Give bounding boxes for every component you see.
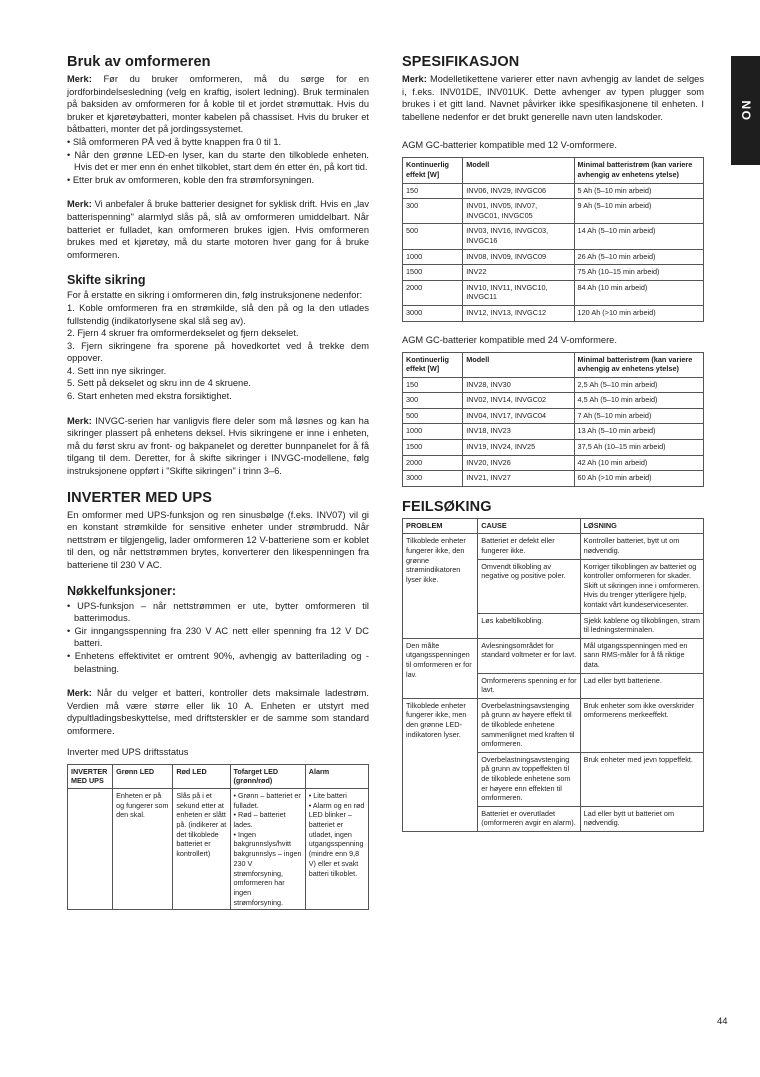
table-cell: 2000 — [403, 280, 463, 305]
table-cell: INV12, INV13, INVGC12 — [463, 305, 574, 321]
table-cell: 2000 — [403, 455, 463, 471]
key-feature: • UPS-funksjon – når nettstrømmen er ute, bytter omformeren til batterimodus. — [67, 600, 369, 625]
table-header-cell: Minimal batteristrøm (kan variere avhengig av enhetens ytelse) — [574, 352, 703, 377]
fuse-step: 5. Sett på dekselet og skru inn de 4 skruene. — [67, 378, 251, 389]
table-cell: Enheten er på og fungerer som den skal. — [113, 788, 173, 909]
section-heading-spec: SPESIFIKASJON — [402, 54, 520, 70]
table-cell: INV10, INV11, INVGC10, INVGC11 — [463, 280, 574, 305]
solution-cell: Sjekk kablene og tilkoblingen, stram til ledningsterminalen. — [580, 613, 703, 638]
table-row — [403, 183, 704, 199]
table-header-cell: INVERTER MED UPS — [68, 764, 113, 788]
fuse-step: 6. Start enheten med ekstra forsiktighet. — [67, 391, 232, 402]
ups-note: Merk: Når du velger et batteri, kontroller dets maksimale ladestrøm. Verdien må være større eller lik 10 A. Enheten er utstyrt med dypultladingsbeskyttelse, med driftsterskler er de samme som standard omformere. — [67, 688, 369, 736]
table-row — [403, 393, 704, 409]
table-cell: 150 — [403, 183, 463, 199]
table-header-cell: Alarm — [305, 764, 368, 788]
table-cell: 300 — [403, 199, 463, 224]
fuse-note: Merk: INVGC-serien har vanligvis flere deler som må løsnes og kan ha sikringer plassert på enhetens deksel. Hvis sikringene er inne i enheten, må du først skru av front- og bakpanelet og deretter bunnpanelet for å få tilgang til dem. Deretter, for å skifte sikringer i INVGC-modellene, følg instruksjonene oppført i "Skifte sikringen" i trinn 3–6. — [67, 415, 369, 477]
table-header-cell: Kontinuerlig effekt [W] — [403, 158, 463, 183]
table-header-cell: PROBLEM — [403, 518, 478, 534]
table-cell: INV04, INV17, INVGC04 — [463, 408, 574, 424]
page-number: 44 — [717, 1016, 728, 1027]
table-cell: INV06, INV29, INVGC06 — [463, 183, 574, 199]
table-cell: INV21, INV27 — [463, 471, 574, 487]
ups-intro: En omformer med UPS-funksjon og ren sinusbølge (f.eks. INV07) vil gi en konstant strømkilde for sensitive enheter under strømbrudd. Når nettstrøm er tilgjengelig, lader omformeren 12 V-batteriene som er koblet til den, og når nettstrømmen brytes, konverterer den likespenningen fra batteriene til 230 V AC. — [67, 509, 369, 570]
solution-cell: Korriger tilkoblingen av batteriet og kontroller omformeren for skader. Skift ut sikringen inne i omformeren. Hvis du trenger ytterligere hjelp, kontakt vårt kundeservicesenter. — [580, 559, 703, 613]
table-cell: • Grønn – batteriet er fulladet. • Rød – batteriet lades. • Ingen bakgrunnslys/hvitt bakgrunnslys – ingen 230 V strømforsyning, omformeren har ingen strømforsyning. — [230, 788, 305, 909]
solution-cell: Mål utgangsspenningen med en sann RMS-måler for å få riktige data. — [580, 638, 703, 673]
table-cell: INV08, INV09, INVGC09 — [463, 249, 574, 265]
ups-table-caption: Inverter med UPS driftsstatus — [67, 746, 189, 757]
language-tab-label: NO — [738, 100, 753, 121]
cause-cell: Omformerens spenning er for lavt. — [478, 673, 580, 698]
table-cell: 4,5 Ah (5–10 min arbeid) — [574, 393, 703, 409]
use-bullet: • Når den grønne LED-en lyser, kan du starte den tilkoblede enheten. Hvis det er mer enn én enhet tilkoblet, start dem én etter én, på kort tid. — [67, 149, 369, 174]
fuse-intro: For å erstatte en sikring i omformeren din, følg instruksjonene nedenfor: — [67, 290, 363, 301]
table-header-cell: Modell — [463, 158, 574, 183]
table-row — [403, 440, 704, 456]
cause-cell: Overbelastningsavstenging på grunn av toppeffekten til de tilkoblede enhetene som er høyere enn effekten til omformeren. — [478, 752, 580, 806]
table-header-cell: Grønn LED — [113, 764, 173, 788]
table-header-row — [403, 518, 704, 534]
table-cell: 1000 — [403, 249, 463, 265]
table-header-row — [403, 352, 704, 377]
table-row — [403, 455, 704, 471]
solution-cell: Bruk enheter som ikke overskrider omformerens merkeeffekt. — [580, 698, 703, 752]
table-cell: INV28, INV30 — [463, 377, 574, 393]
use-bullet: • Etter bruk av omformeren, koble den fra strømforsyningen. — [67, 174, 369, 187]
table-row — [403, 224, 704, 249]
table-header-cell: LØSNING — [580, 518, 703, 534]
problem-cell: Tilkoblede enheter fungerer ikke, men den grønne LED-indikatoren lyser. — [403, 698, 478, 831]
table-cell: 500 — [403, 224, 463, 249]
table-header-cell: CAUSE — [478, 518, 580, 534]
table-cell: 7 Ah (5–10 min arbeid) — [574, 408, 703, 424]
table-row — [403, 305, 704, 321]
fuse-step: 1. Koble omformeren fra en strømkilde, slå den på og la den utlades fullstendig (indikatorlysene skal slå seg av). — [67, 302, 369, 326]
table-cell: 5 Ah (5–10 min arbeid) — [574, 183, 703, 199]
table-cell: 26 Ah (5–10 min arbeid) — [574, 249, 703, 265]
table-cell: 1500 — [403, 265, 463, 281]
ups-status-table — [67, 764, 369, 911]
section-heading-fuse: Skifte sikring — [67, 273, 146, 288]
table-cell: 13 Ah (5–10 min arbeid) — [574, 424, 703, 440]
solution-cell: Lad eller bytt batteriene. — [580, 673, 703, 698]
agm24-table — [402, 352, 704, 487]
table-cell: INV22 — [463, 265, 574, 281]
fuse-step: 3. Fjern sikringene fra sporene på hovedkortet ved å trekke dem oppover. — [67, 340, 369, 364]
right-column — [402, 54, 704, 832]
table-cell: Slås på i et sekund etter at enheten er slått på. (indikerer at det tilkoblede batteriet er kontrollert) — [173, 788, 230, 909]
table-cell: 14 Ah (5–10 min arbeid) — [574, 224, 703, 249]
table-cell: 42 Ah (10 min arbeid) — [574, 455, 703, 471]
table-cell: • Lite batteri • Alarm og en rød LED blinker – batteriet er utladet, ingen utgangsspenning (mindre enn 9,8 V) eller et svakt batteri tilkoblet. — [305, 788, 368, 909]
fuse-step: 4. Sett inn nye sikringer. — [67, 365, 167, 376]
language-tab — [731, 56, 760, 165]
use-bullet: • Slå omformeren PÅ ved å bytte knappen fra 0 til 1. — [67, 136, 369, 149]
solution-cell: Bruk enheter med jevn toppeffekt. — [580, 752, 703, 806]
table-row — [403, 698, 704, 752]
table-header-row — [403, 158, 704, 183]
section-heading-use: Bruk av omformeren — [67, 54, 211, 70]
table-row — [403, 249, 704, 265]
table-cell: 1500 — [403, 440, 463, 456]
key-features-heading: Nøkkelfunksjoner: — [67, 583, 177, 598]
table-cell: INV20, INV26 — [463, 455, 574, 471]
cause-cell: Batteriet er overutladet (omformeren avgir en alarm). — [478, 806, 580, 831]
table-cell: 150 — [403, 377, 463, 393]
table-row — [403, 638, 704, 673]
table-header-cell: Kontinuerlig effekt [W] — [403, 352, 463, 377]
table-cell: 84 Ah (10 min arbeid) — [574, 280, 703, 305]
cause-cell: Overbelastningsavstenging på grunn av høyere effekt til de tilkoblede enhetene sammenlignet med kraften til omformeren. — [478, 698, 580, 752]
table-cell: INV19, INV24, INV25 — [463, 440, 574, 456]
section-heading-troubleshooting: FEILSØKING — [402, 498, 492, 515]
solution-cell: Kontroller batteriet, bytt ut om nødvendig. — [580, 534, 703, 559]
table-row — [403, 471, 704, 487]
table-cell: 3000 — [403, 471, 463, 487]
table-header-cell: Tofarget LED (grønn/rød) — [230, 764, 305, 788]
table-row — [403, 265, 704, 281]
spec-note: Merk: Modelletikettene varierer etter navn avhengig av landet de selges i, f.eks. INV01DE, INV01UK. Dette avhenger av typen plugger som brukes i et gitt land. Navnet påvirker ikke spesifikasjonene til enheten. I tabellene nedenfor er det brukt generelle navn uten landskoder. — [402, 74, 704, 122]
table-row — [403, 424, 704, 440]
table-row — [403, 280, 704, 305]
table-row — [403, 199, 704, 224]
left-column — [67, 54, 369, 910]
use-note-2: Merk: Vi anbefaler å bruke batterier designet for syklisk drift. Hvis en „lav batterispenning" alarmlyd slås på, slå av omformeren umiddelbart. Når batteriet er fulladet, kan omformeren brukes igjen. Hvis omformeren brukes med et kjøretøy, må du starte motoren hver gang for å bruke omformeren. — [67, 199, 369, 260]
table-row — [68, 788, 369, 909]
solution-cell: Lad eller bytt ut batteriet om nødvendig. — [580, 806, 703, 831]
table-header-cell: Rød LED — [173, 764, 230, 788]
table-cell: 9 Ah (5–10 min arbeid) — [574, 199, 703, 224]
key-feature: • Gir inngangsspenning fra 230 V AC nett eller spenning fra 12 V DC batteri. — [67, 625, 369, 650]
table-cell: 2,5 Ah (5–10 min arbeid) — [574, 377, 703, 393]
table-header-cell: Minimal batteristrøm (kan variere avhengig av enhetens ytelse) — [574, 158, 703, 183]
table-cell: INV18, INV23 — [463, 424, 574, 440]
table-cell: 500 — [403, 408, 463, 424]
table-cell: INV03, INV16, INVGC03, INVGC16 — [463, 224, 574, 249]
table-cell: 120 Ah (>10 min arbeid) — [574, 305, 703, 321]
fuse-step: 2. Fjern 4 skruer fra omformerdekselet og fjern dekselet. — [67, 328, 299, 339]
cause-cell: Løs kabeltilkobling. — [478, 613, 580, 638]
table-cell: 75 Ah (10–15 min arbeid) — [574, 265, 703, 281]
table-row — [403, 377, 704, 393]
table-row — [403, 534, 704, 559]
cause-cell: Avlesningsområdet for standard voltmeter er for lavt. — [478, 638, 580, 673]
table-cell: 300 — [403, 393, 463, 409]
table-cell: INV01, INV05, INV07, INVGC01, INVGC05 — [463, 199, 574, 224]
key-features-list — [67, 600, 369, 676]
table-cell: 37,5 Ah (10–15 min arbeid) — [574, 440, 703, 456]
cause-cell: Omvendt tilkobling av negative og positive poler. — [478, 559, 580, 613]
fuse-steps — [67, 302, 369, 403]
use-bullets — [67, 136, 369, 186]
problem-cell: Den målte utgangsspenningen til omformeren er for lav. — [403, 638, 478, 698]
table-cell: 1000 — [403, 424, 463, 440]
key-feature: • Enhetens effektivitet er omtrent 90%, avhengig av batterilading og -belastning. — [67, 650, 369, 675]
troubleshooting-table — [402, 518, 704, 832]
problem-cell: Tilkoblede enheter fungerer ikke, den grønne strømindikatoren lyser ikke. — [403, 534, 478, 638]
table-row — [403, 408, 704, 424]
table-cell: 3000 — [403, 305, 463, 321]
table-header-cell: Modell — [463, 352, 574, 377]
use-note-1: Merk: Før du bruker omformeren, må du sørge for en jordforbindelsesledning (velg en kraftig, isolert ledning). Bruk terminalen på baksiden av omformeren for å koble til et jordet strømuttak. Hvis du bruker et kjøretøybatteri, monter kabelen på chassiset. Hvis du bruker et båtbatteri, monter det på jordingssystemet. — [67, 74, 369, 135]
table-cell: INV02, INV14, INVGC02 — [463, 393, 574, 409]
table-cell — [68, 788, 113, 909]
agm12-table — [402, 157, 704, 321]
table-cell: 60 Ah (>10 min arbeid) — [574, 471, 703, 487]
cause-cell: Batteriet er defekt eller fungerer ikke. — [478, 534, 580, 559]
agm12-caption: AGM GC-batterier kompatible med 12 V-omformere. — [402, 140, 617, 151]
table-header-row — [68, 764, 369, 788]
agm24-caption: AGM GC-batterier kompatible med 24 V-omformere. — [402, 334, 617, 345]
section-heading-ups: INVERTER MED UPS — [67, 489, 213, 506]
